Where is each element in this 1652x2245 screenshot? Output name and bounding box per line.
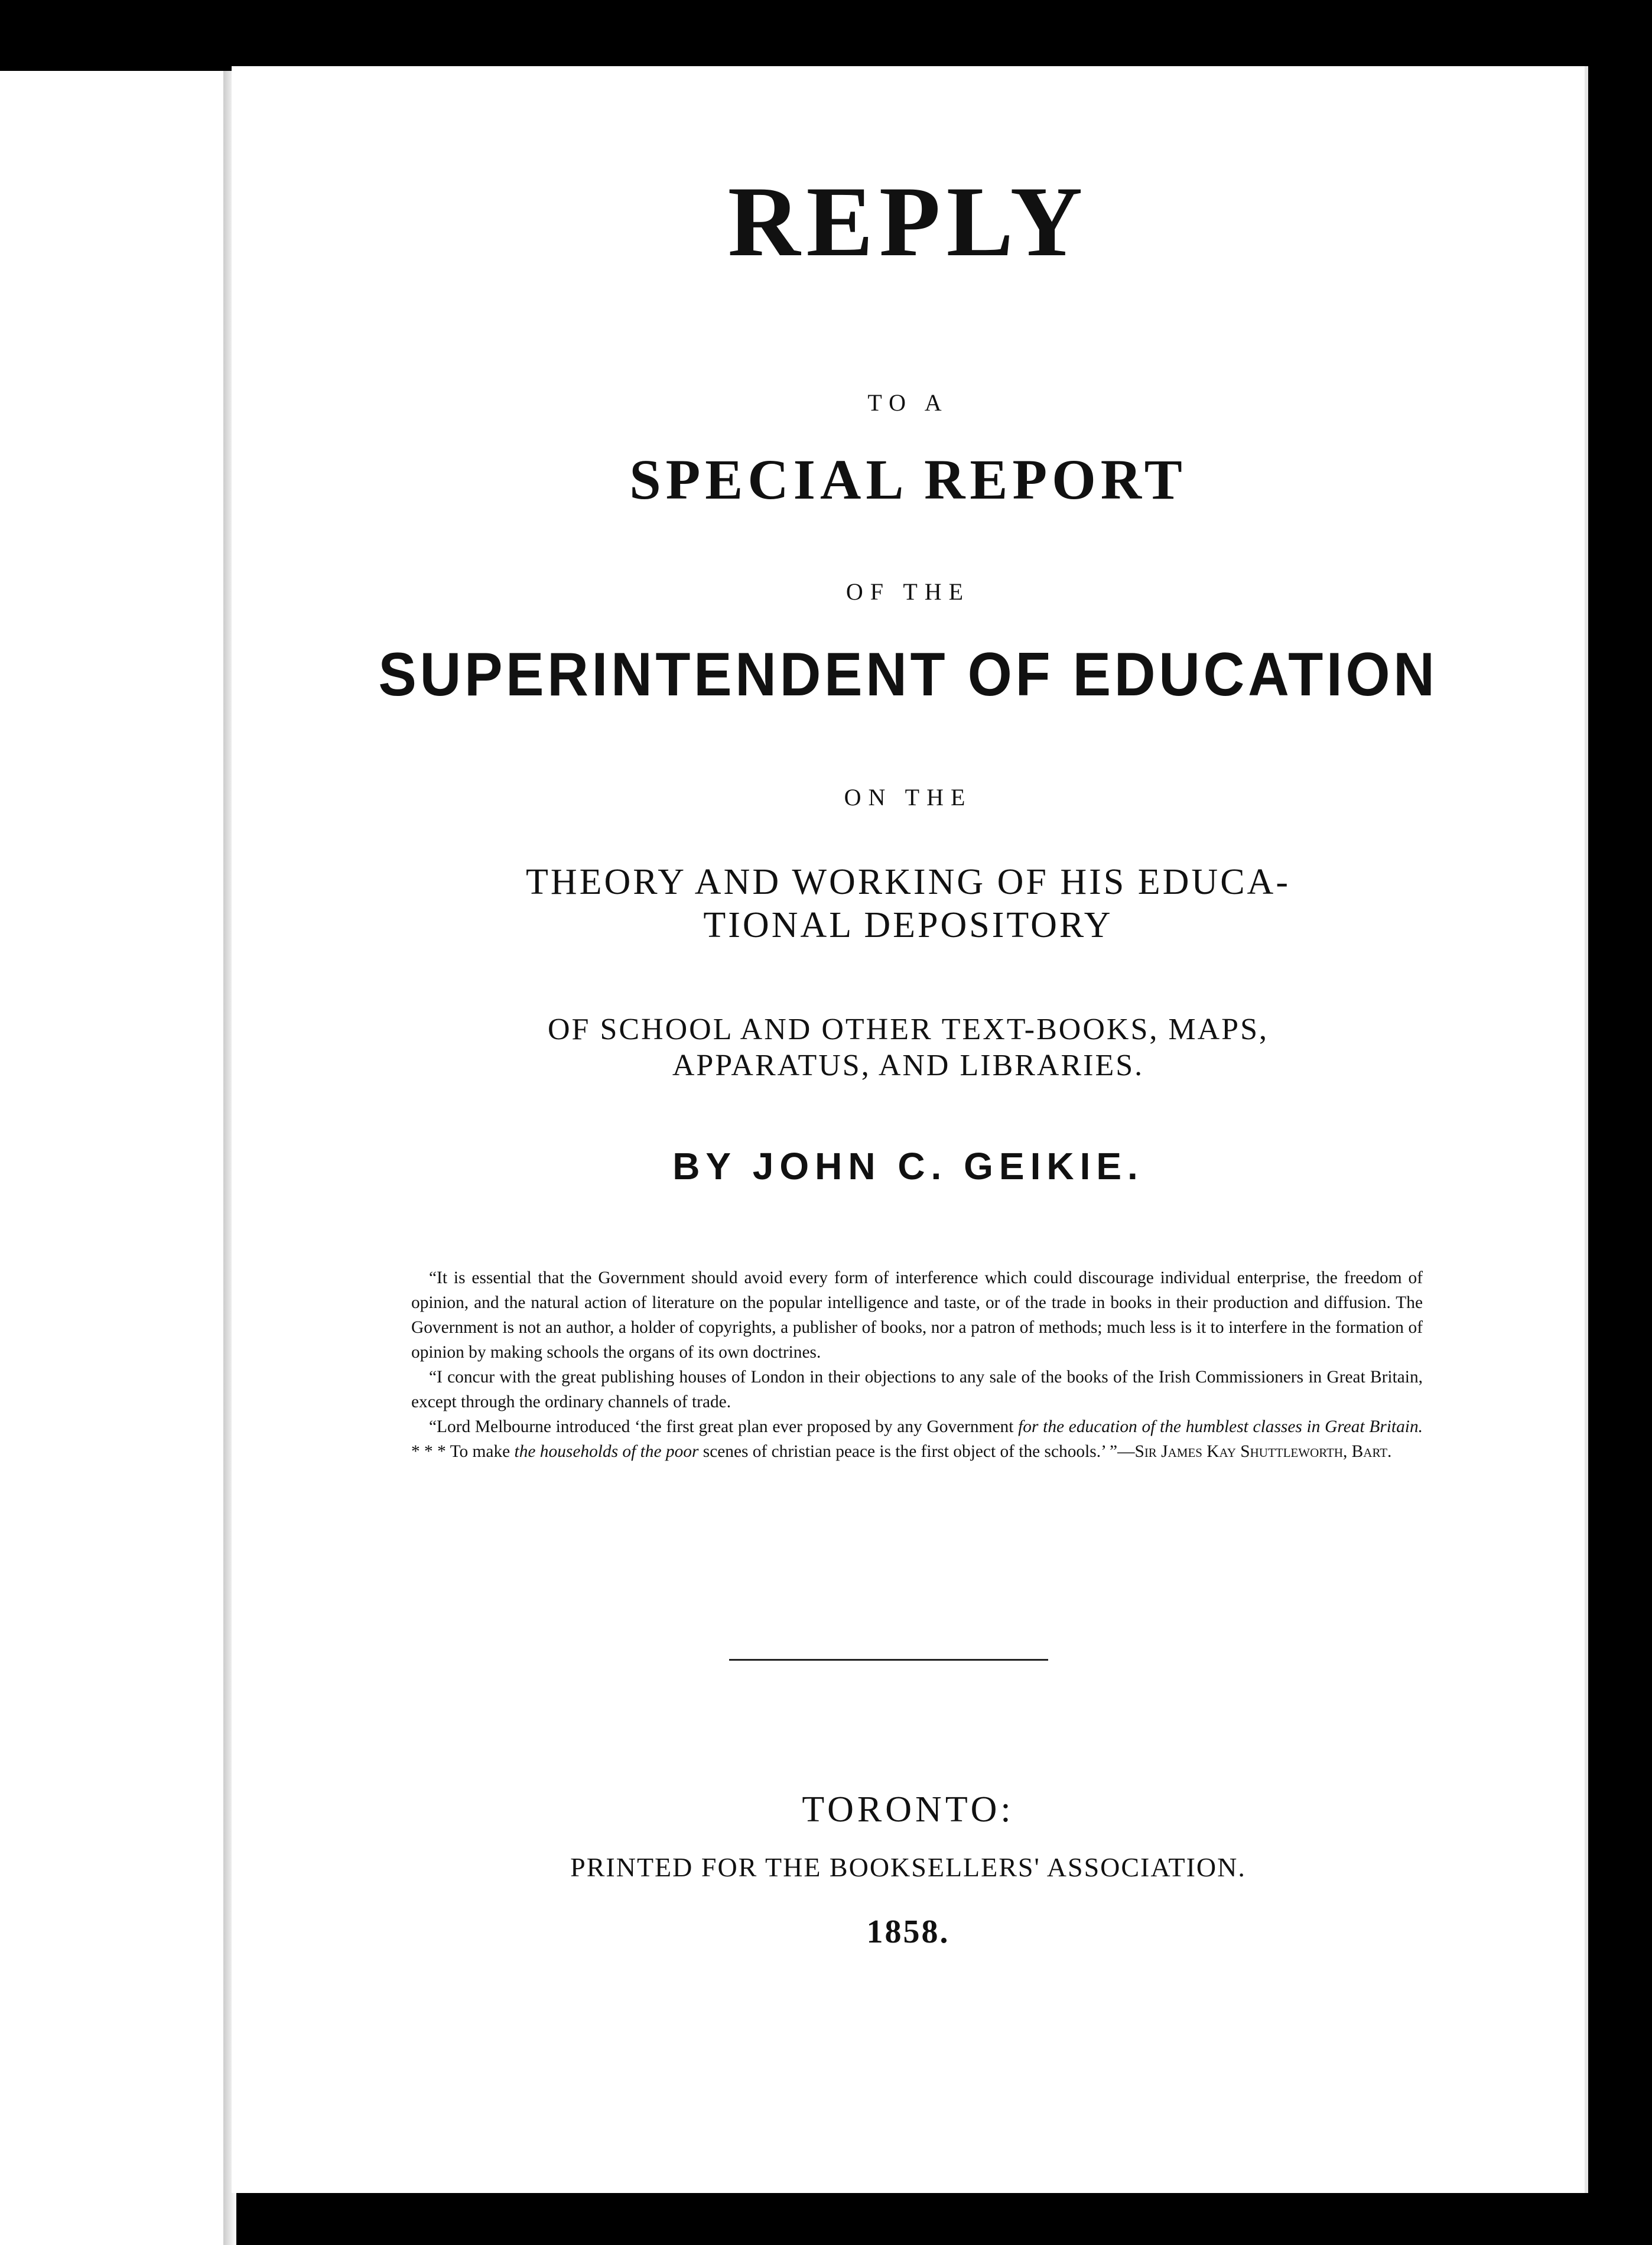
author-byline: BY JOHN C. GEIKIE. <box>672 1145 1144 1187</box>
epigraph-quote-3 <box>411 1414 1423 1464</box>
quote-3-italic-1: for the education of the humblest classes in Great Britain. <box>1018 1417 1423 1436</box>
quote-3-italic-2: the households of the poor <box>514 1442 699 1461</box>
subtitle-textbooks-line-1: OF SCHOOL AND OTHER TEXT-BOOKS, MAPS, <box>547 1013 1269 1046</box>
quote-3-part-c: scenes of christian peace is the first object of the schools.’ ”— <box>698 1442 1135 1461</box>
epigraph-quote-1: “It is essential that the Government should avoid every form of interference which could discourage individual enterprise, the freedom of opinion, and the natural action of literature on the popular intelligence and taste, or of the trade in books in their production and diffusion. The Government is not an author, a holder of copyrights, a publisher of books, nor a patron of methods; much less is it to interfere in the formation of opinion by making schools the organs of its own doctrines. <box>411 1268 1423 1362</box>
imprint-printer: PRINTED FOR THE BOOKSELLERS' ASSOCIATION. <box>570 1852 1246 1882</box>
page-edge <box>1585 66 1588 2193</box>
quote-3-part-a: “Lord Melbourne introduced ‘the first great plan ever proposed by any Government <box>429 1417 1019 1436</box>
main-title: REPLY <box>727 166 1089 277</box>
subtitle-textbooks-block <box>232 1011 1585 1084</box>
connector-of-the: OF THE <box>845 578 971 605</box>
divider-rule <box>729 1659 1048 1661</box>
subtitle-textbooks-line-2: APPARATUS, AND LIBRARIES. <box>672 1049 1144 1083</box>
epigraph-quote-2: “I concur with the great publishing houses of London in their objections to any sale of the books of the Irish Commissioners in Great Britain, except through the ordinary channels of trade. <box>411 1368 1423 1411</box>
quote-3-part-b: * * * To make <box>411 1442 515 1461</box>
imprint-year: 1858. <box>866 1914 950 1950</box>
epigraph <box>411 1265 1423 1464</box>
epigraph-attribution: Sir James Kay Shuttleworth, Bart. <box>1134 1442 1392 1461</box>
subtitle-theory-line-1: THEORY AND WORKING OF HIS EDUCA- <box>526 862 1290 902</box>
subtitle-theory-block <box>232 861 1585 947</box>
imprint-city: TORONTO: <box>802 1790 1014 1830</box>
subtitle-special-report: SPECIAL REPORT <box>629 448 1187 511</box>
title-page <box>232 66 1585 2193</box>
subtitle-superintendent: SUPERINTENDENT OF EDUCATION <box>378 640 1438 709</box>
connector-on-the: ON THE <box>844 784 973 811</box>
subtitle-theory-line-2: TIONAL DEPOSITORY <box>703 905 1113 946</box>
connector-to-a: TO A <box>867 389 949 416</box>
facing-page <box>0 71 225 2245</box>
